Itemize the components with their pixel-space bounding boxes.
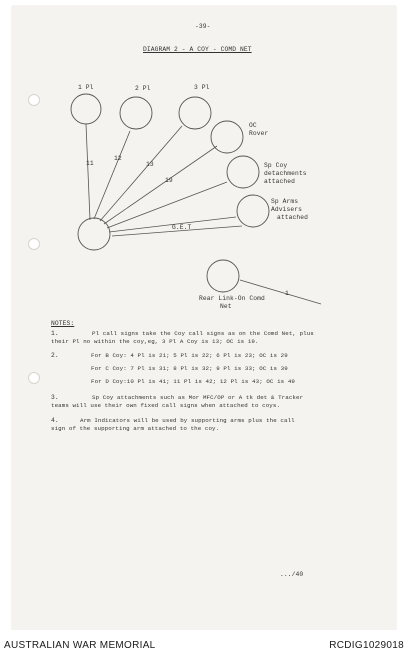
note-table-row: For C Coy: 7 Pl is 31; 8 Pl is 32; 9 Pl is 33; OC is 39	[91, 365, 288, 372]
command-net-diagram	[12, 6, 396, 326]
station-label-1pl: 1 Pl	[78, 84, 94, 91]
rear-link-label: Rear Link-On Comd	[199, 295, 265, 302]
station-circle-2pl	[120, 97, 152, 129]
station-circle-spcoy	[227, 156, 259, 188]
link-line-1pl	[86, 124, 90, 220]
station-label-spcoy-3: attached	[264, 178, 296, 185]
line-number-13: 13	[146, 161, 154, 168]
station-label-sparms: Sp Arms	[271, 198, 299, 205]
note-number: 1.	[51, 330, 59, 337]
station-label-spcoy: Sp Coy	[264, 162, 288, 169]
line-number-19: 19	[165, 177, 173, 184]
page-title: DIAGRAM 2 - A COY - COMD NET	[143, 46, 252, 53]
link-line-spcoy	[107, 182, 227, 228]
hub-label: G.E.T	[172, 224, 192, 231]
station-circle-3pl	[179, 97, 211, 129]
station-label-sparms-3: attached	[277, 214, 309, 221]
punch-hole	[28, 372, 40, 384]
note-text: Arm Indicators will be used by supporting arms plus the call	[80, 417, 295, 424]
document-page	[12, 6, 396, 630]
station-circle-sparms	[237, 195, 269, 227]
note-number: 4.	[51, 417, 59, 424]
note-table-row: For D Coy:10 Pl is 41; 11 Pl is 42; 12 Pl is 43; OC is 49	[91, 378, 295, 385]
footer-source: AUSTRALIAN WAR MEMORIAL	[4, 640, 156, 651]
note-text: teams will use their own fixed call signs when attached to coys.	[51, 402, 281, 409]
rear-link-circle	[207, 260, 239, 292]
note-number: 3.	[51, 394, 59, 401]
note-text: sign of the supporting arm attached to the coy.	[51, 425, 220, 432]
station-circle-oc	[211, 121, 243, 153]
page-number: -39-	[195, 23, 211, 30]
note-text: their Pl no within the coy,eg, 3 Pl A Coy is 13; OC is 19.	[51, 338, 259, 345]
continuation-marker: .../40	[280, 571, 304, 578]
footer-record-id: RCDIG1029018	[329, 640, 404, 651]
station-circle-1pl	[71, 94, 101, 124]
note-table-row: For B Coy: 4 Pl is 21; 5 Pl is 22; 6 Pl is 23; OC is 29	[91, 352, 288, 359]
rear-link-label-2: Net	[220, 303, 232, 310]
line-number-12: 12	[114, 155, 122, 162]
hub-circle	[78, 218, 110, 250]
link-line-2pl	[94, 131, 130, 219]
station-label-sparms-2: Advisers	[271, 206, 303, 213]
rear-link-number: 1	[285, 290, 289, 297]
station-label-oc: OC	[249, 122, 257, 129]
line-number-11: 11	[86, 160, 94, 167]
note-text: Sp Coy attachments such as Mor MFC/OP or A tk det & Tracker	[92, 394, 304, 401]
note-number: 2.	[51, 352, 59, 359]
station-label-2pl: 2 Pl	[135, 85, 151, 92]
station-label-oc-2: Rover	[249, 130, 269, 137]
station-label-3pl: 3 Pl	[194, 84, 210, 91]
note-text: Pl call signs take the Coy call signs as on the Comd Net, plus	[92, 330, 314, 337]
station-label-spcoy-2: detachments	[264, 170, 307, 177]
notes-heading: NOTES:	[51, 320, 75, 327]
archive-footer	[0, 630, 408, 654]
